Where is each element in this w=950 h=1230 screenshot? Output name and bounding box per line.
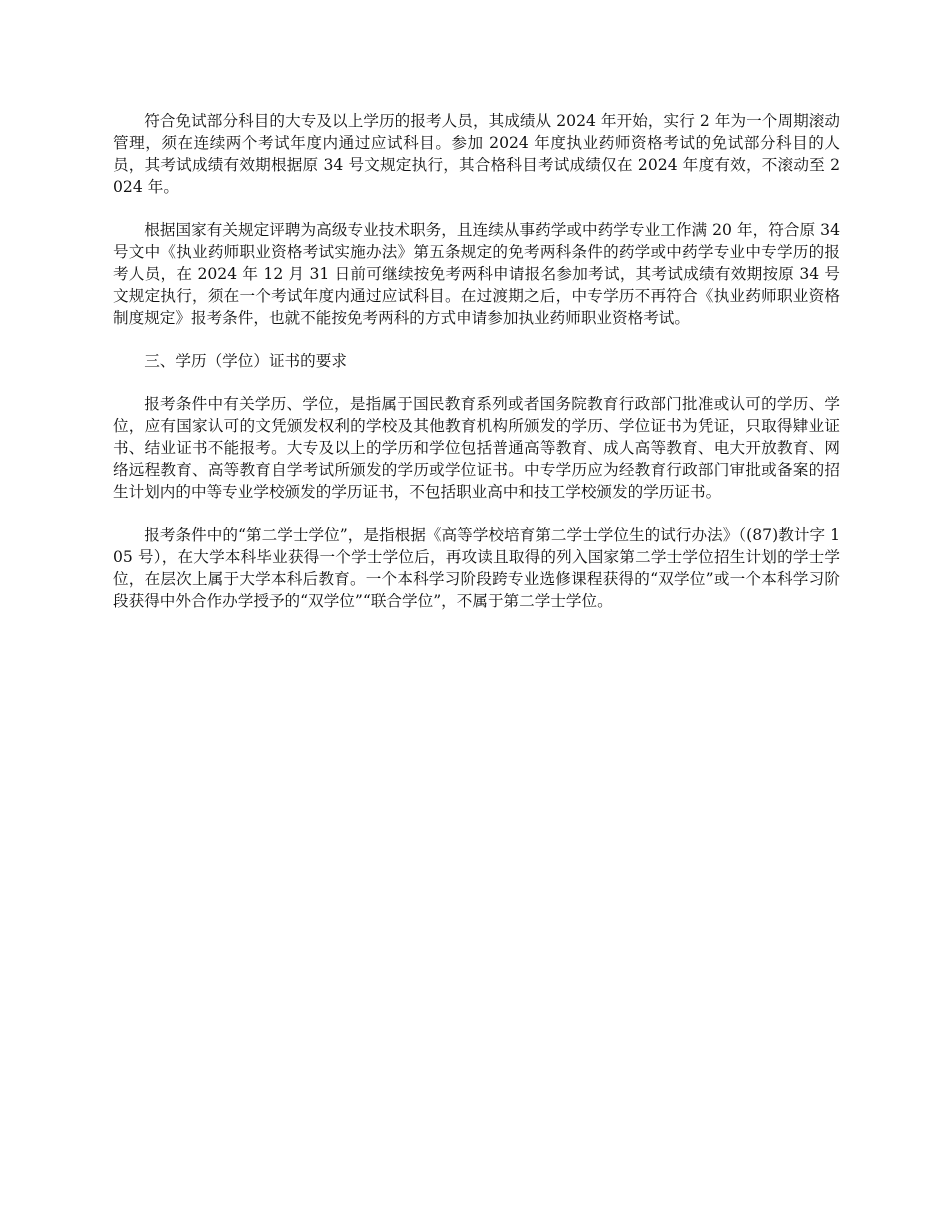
paragraph-second-bachelor-degree: 报考条件中的“第二学士学位”，是指根据《高等学校培育第二学士学位生的试行办法》（(87)教计字 105 号），在大学本科毕业获得一个学士学位后，再攻读且取得的列入国家第二学士学位招生计划的学士学位，在层次上属于大学本科后教育。一个本科学习阶段跨专业选修课程获得的“双学位”或一个本科学习阶段获得中外合作办学授予的“双学位”“联合学位”，不属于第二学士学位。 xyxy=(113,526,840,610)
paragraph-transition-policy: 根据国家有关规定评聘为高级专业技术职务，且连续从事药学或中药学专业工作满 20 年，符合原 34 号文中《执业药师职业资格考试实施办法》第五条规定的免考两科条件的药学或中药学专业中专学历的报考人员，在 2024 年 12 月 31 日前可继续按免考两科申请报名参加考试，其考试成绩有效期按原 34 号文规定执行，须在一个考试年度内通过应试科目。在过渡期之后，中专学历不再符合《执业药师职业资格制度规定》报考条件，也就不能按免考两科的方式申请参加执业药师职业资格考试。 xyxy=(113,221,840,327)
paragraph-exam-score-rolling: 符合免试部分科目的大专及以上学历的报考人员，其成绩从 2024 年开始，实行 2 年为一个周期滚动管理，须在连续两个考试年度内通过应试科目。参加 2024 年度执业药师资格考试的免试部分科目的人员，其考试成绩有效期根据原 34 号文规定执行，其合格科目考试成绩仅在 2024 年度有效，不滚动至 2024 年。 xyxy=(113,112,840,196)
document-body xyxy=(113,110,840,633)
section-heading-degree-certificate: 三、学历（学位）证书的要求 xyxy=(144,352,347,370)
paragraph-degree-requirements: 报考条件中有关学历、学位，是指属于国民教育系列或者国务院教育行政部门批准或认可的学历、学位，应有国家认可的文凭颁发权利的学校及其他教育机构所颁发的学历、学位证书为凭证，只取得肄业证书、结业证书不能报考。大专及以上的学历和学位包括普通高等教育、成人高等教育、电大开放教育、网络远程教育、高等教育自学考试所颁发的学历或学位证书。中专学历应为经教育行政部门审批或备案的招生计划内的中等专业学校颁发的学历证书，不包括职业高中和技工学校颁发的学历证书。 xyxy=(113,395,840,501)
